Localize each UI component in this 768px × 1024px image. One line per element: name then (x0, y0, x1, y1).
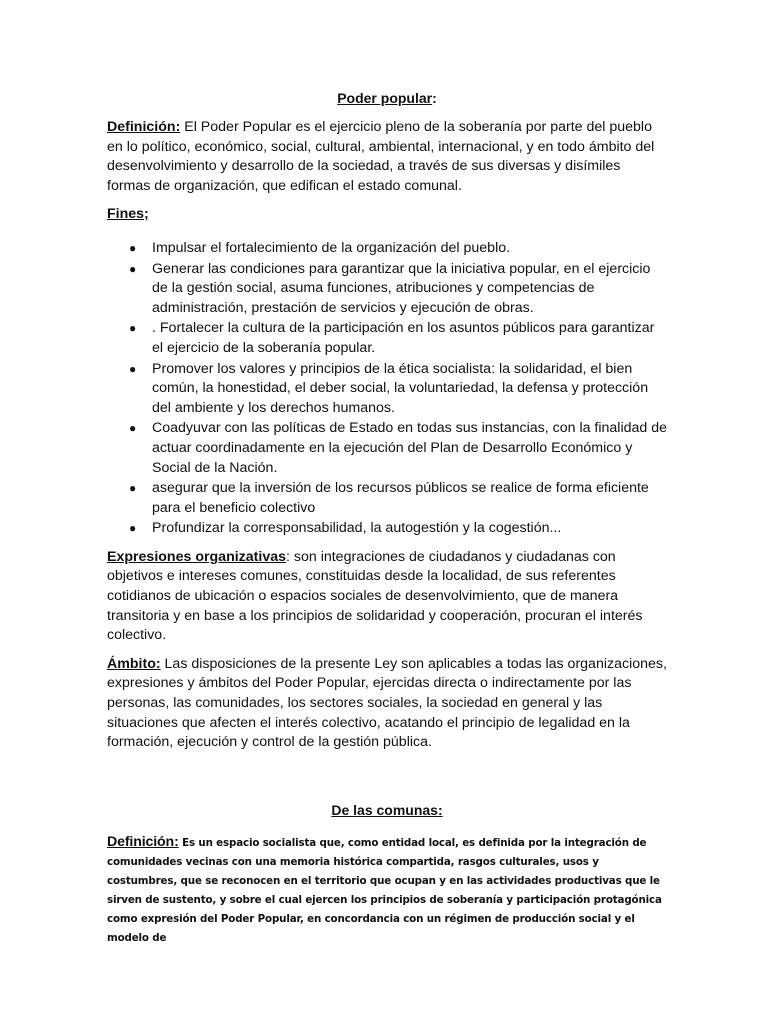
bullet-icon: ● (129, 261, 137, 276)
section-title-comunas (107, 802, 667, 818)
expresiones-label: Expresiones organizativas (107, 548, 286, 565)
expresiones-paragraph (107, 548, 667, 646)
list-item-text: Generar las condiciones para garantizar que la iniciativa popular, en el ejercicio de la gestión social, asuma funciones, atribuciones y competencias de administración, prestación de servicios y ejecución de obras. (152, 260, 651, 316)
section-spacer (107, 762, 667, 802)
bullet-icon: ● (129, 421, 137, 436)
list-item (107, 419, 667, 478)
list-item (107, 479, 667, 518)
ambito-paragraph (107, 655, 667, 753)
title-colon: : (432, 90, 437, 106)
bullet-icon: ● (129, 521, 137, 536)
list-item (107, 519, 667, 539)
bullet-icon: ● (129, 481, 137, 496)
list-item-text: Coadyuvar con las políticas de Estado en todas sus instancias, con la finalidad de actuar coordinadamente en la ejecución del Plan de Desarrollo Económico y Social de la Nación. (152, 420, 668, 476)
definicion-text: El Poder Popular es el ejercicio pleno de la soberanía por parte del pueblo en lo político, económico, social, cultural, ambiental, internacional, y en todo ámbito del desenvolvimiento y desarrollo de la sociedad, a través de sus diversas y disímiles formas de organización, que edifican el estado comunal. (107, 119, 655, 194)
list-item (107, 319, 667, 358)
bullet-icon: ● (129, 361, 137, 376)
ambito-label: Ámbito: (107, 655, 161, 672)
list-item-text: Profundizar la corresponsabilidad, la autogestión y la cogestión... (152, 520, 562, 537)
document-body (107, 90, 667, 948)
list-item (107, 239, 667, 259)
section-title-poder-popular (107, 90, 667, 106)
list-item-text: . Fortalecer la cultura de la participación en los asuntos públicos para garantizar el ejercicio de la soberanía popular. (152, 320, 655, 356)
bullet-icon: ● (129, 240, 137, 255)
list-item-text: Impulsar el fortalecimiento de la organización del pueblo. (152, 239, 511, 256)
list-item-text: Promover los valores y principios de la ética socialista: la solidaridad, el bien común, la honestidad, el deber social, la voluntariedad, la defensa y protección del ambiente y los derechos humanos. (152, 360, 649, 416)
comunas-definicion-label: Definición: (107, 833, 179, 850)
comunas-definicion-text: Es un espacio socialista que, como entidad local, es definida por la integración de comunidades vecinas con una memoria histórica compartida, rasgos culturales, usos y costumbres, que se reconocen en el territorio que ocupan y en las actividades productivas que le sirven de sustento, y sobre el cual ejercen los principios de soberanía y participación protagónica como expresión del Poder Popular, en concordancia con un régimen de producción social y el modelo de (107, 836, 662, 944)
fines-heading: Fines; (107, 206, 149, 223)
comunas-definicion-paragraph (107, 833, 667, 948)
definicion-paragraph (107, 118, 667, 196)
list-item (107, 360, 667, 419)
ambito-text: Las disposiciones de la presente Ley son aplicables a todas las organizaciones, expresiones y ámbitos del Poder Popular, ejercidas directa o indirectamente por las personas, las comunidades, los sectores sociales, la sociedad en general y las situaciones que afecten el interés colectivo, acatando el principio de legalidad en la formación, ejecución y control de la gestión pública. (107, 655, 667, 751)
title-text: Poder popular (337, 90, 433, 106)
expresiones-text: : son integraciones de ciudadanos y ciudadanas con objetivos e intereses comunes, constituidas desde la localidad, de sus referentes cotidianos de ubicación o espacios sociales de desenvolvimiento, que de manera transitoria y en base a los principios de solidaridad y cooperación, procuran el interés colectivo. (107, 548, 643, 644)
fines-list (107, 239, 667, 539)
bullet-icon: ● (129, 321, 137, 336)
title-text: De las comunas: (331, 801, 443, 818)
definicion-label: Definición: (107, 119, 181, 135)
list-item-text: asegurar que la inversión de los recursos públicos se realice de forma eficiente para el beneficio colectivo (152, 480, 649, 516)
list-item (107, 260, 667, 319)
